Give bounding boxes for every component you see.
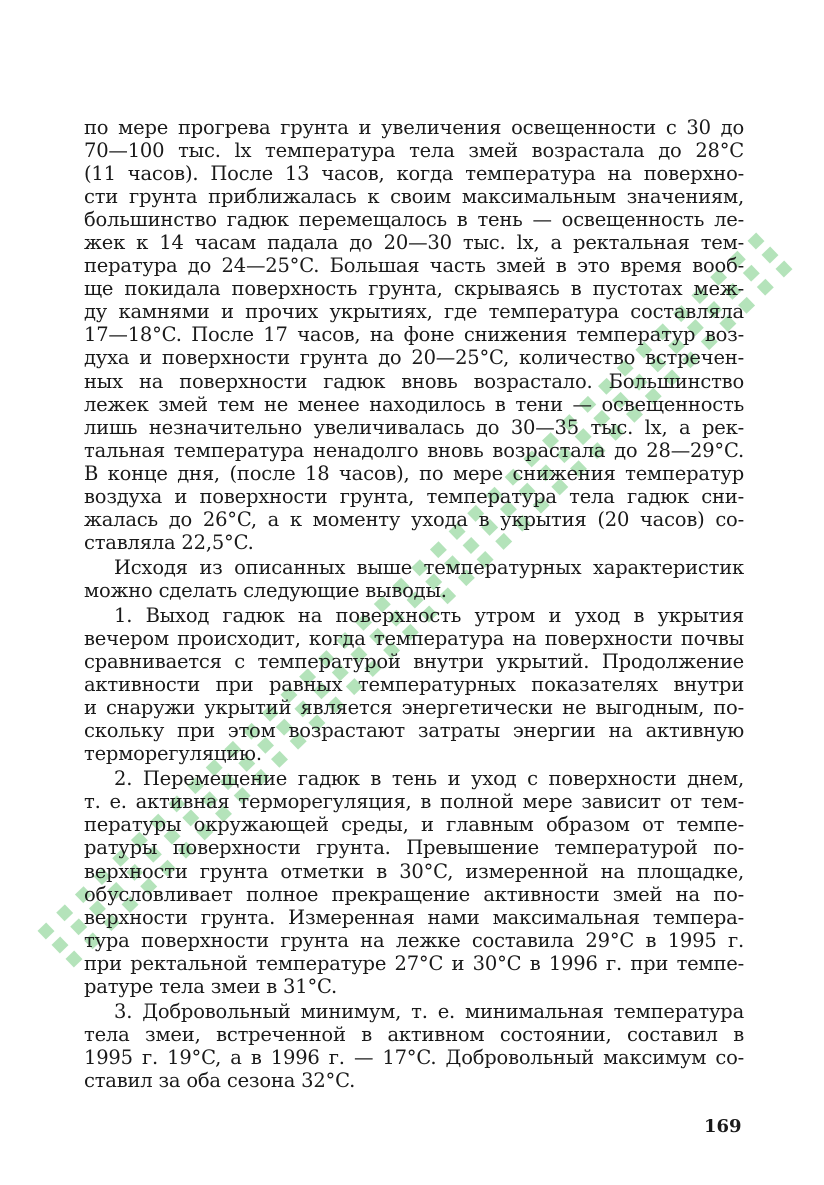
text-line: можно сделать следующие выводы. — [84, 578, 447, 602]
paragraph — [84, 604, 744, 765]
text-line: тура поверхности грунта на лежке составила 29°C в 1995 г. — [84, 928, 744, 952]
text-line: сти грунта приближалась к своим максимальным значениям, — [84, 185, 744, 209]
text-line: верхности грунта отметки в 30°C, измеренной на площадке, — [84, 859, 744, 883]
text-line: тальная температура ненадолго вновь возрастала до 28—29°C. — [84, 438, 744, 462]
text-line: и снаружи укрытий является энергетически не выгодным, по- — [84, 696, 744, 720]
text-line: вечером происходит, когда температура на поверхности почвы — [84, 627, 744, 651]
text-line: ставил за оба сезона 32°C. — [84, 1068, 356, 1092]
text-line: 1. Выход гадюк на поверхность утром и уход в укрытия — [114, 603, 744, 627]
watermark-square — [66, 951, 83, 968]
text-line: воздуха и поверхности грунта, температура тела гадюк сни- — [84, 484, 744, 508]
text-line: тела змеи, встреченной в активном состоянии, составил в — [84, 1022, 744, 1046]
text-line: обусловливает полное прекращение активности змей на по- — [84, 882, 744, 906]
text-line: 3. Добровольный минимум, т. е. минимальная температура — [114, 999, 744, 1023]
text-line: при ректальной температуре 27°C и 30°C в 1996 г. при темпе- — [84, 951, 744, 975]
watermark-square — [38, 923, 55, 940]
watermark-square — [56, 904, 73, 921]
text-line: верхности грунта. Измеренная нами максимальная темпера- — [84, 905, 744, 929]
text-line: 70—100 тыс. lx температура тела змей возрастала до 28°C — [84, 139, 744, 163]
text-line: терморегуляцию. — [84, 742, 262, 766]
watermark-square — [762, 247, 779, 264]
text-line: жек к 14 часам падала до 20—30 тыс. lx, а ректальная тем- — [84, 231, 744, 255]
text-line: В конце дня, (после 18 часов), по мере снижения температур — [84, 461, 744, 485]
watermark-square — [757, 279, 774, 296]
watermark-square — [743, 265, 760, 282]
paragraph — [84, 767, 744, 997]
document-body — [84, 116, 744, 1092]
page-number: 169 — [704, 1116, 742, 1137]
text-line: пература до 24—25°C. Большая часть змей в это время вооб- — [84, 254, 744, 278]
text-line: ратуры поверхности грунта. Превышение температурой по- — [84, 836, 744, 860]
text-line: большинство гадюк перемещалось в тень — освещенность ле- — [84, 208, 744, 232]
text-line: ще покидала поверхность грунта, скрываясь в пустотах меж- — [84, 277, 744, 301]
text-line: по мере прогрева грунта и увеличения освещенности с 30 до — [84, 116, 744, 139]
text-line: лежек змей тем не менее находилось в тени — освещенность — [84, 392, 744, 416]
text-line: ставляла 22,5°C. — [84, 530, 254, 554]
text-line: ных на поверхности гадюк вновь возрастало. Большинство — [84, 369, 744, 393]
text-line: Исходя из описанных выше температурных характеристик — [114, 555, 744, 579]
text-line: 17—18°C. После 17 часов, на фоне снижения температур воз- — [84, 323, 744, 347]
text-line: ду камнями и прочих укрытиях, где температура составляла — [84, 300, 744, 324]
text-line: скольку при этом возрастают затраты энергии на активную — [84, 719, 744, 743]
text-line: пературы окружающей среды, и главным образом от темпе- — [84, 813, 744, 837]
text-line: активности при равных температурных показателях внутри — [84, 673, 744, 697]
text-line: т. е. активная терморегуляция, в полной мере зависит от тем- — [84, 790, 744, 814]
text-line: лишь незначительно увеличивалась до 30—35 тыс. lx, а рек- — [84, 415, 744, 439]
paragraph — [84, 116, 744, 554]
text-line: (11 часов). После 13 часов, когда температура на поверхно- — [84, 162, 744, 186]
text-line: духа и поверхности грунта до 20—25°C, количество встречен- — [84, 346, 744, 370]
text-line: 2. Перемещение гадюк в тень и уход с поверхности днем, — [114, 767, 744, 791]
text-line: 1995 г. 19°C, а в 1996 г. — 17°C. Добровольный максимум со- — [84, 1045, 744, 1069]
paragraph — [84, 556, 744, 602]
text-line: ратуре тела змеи в 31°C. — [84, 974, 338, 998]
watermark-square — [748, 233, 765, 250]
document-page — [84, 116, 744, 1092]
watermark-square — [776, 261, 793, 278]
text-line: жалась до 26°C, а к моменту ухода в укрытия (20 часов) со- — [84, 507, 744, 531]
text-line: сравнивается с температурой внутри укрытий. Продолжение — [84, 650, 744, 674]
paragraph — [84, 1000, 744, 1092]
watermark-square — [52, 937, 69, 954]
